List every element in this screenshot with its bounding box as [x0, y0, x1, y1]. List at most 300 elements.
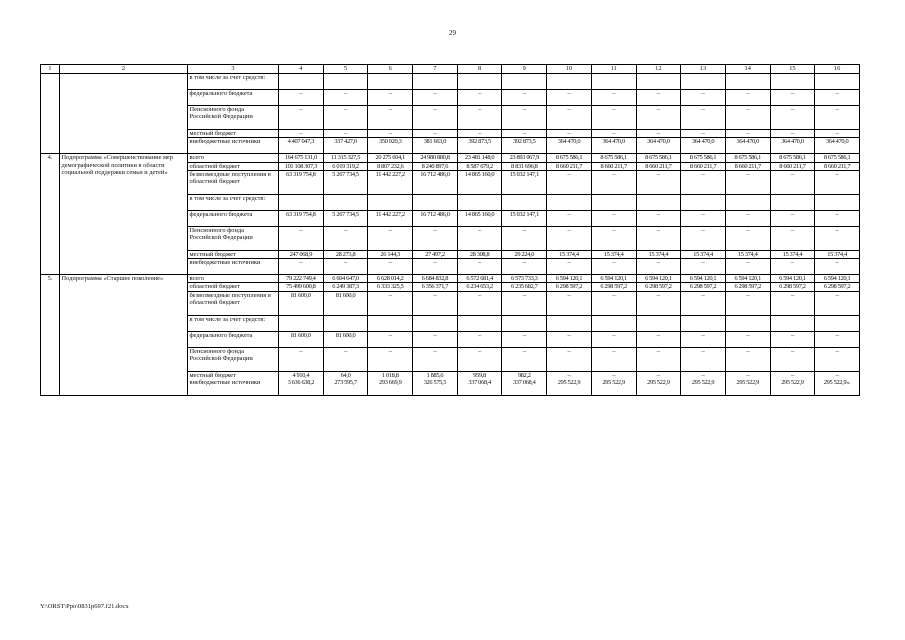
amount-cell: –	[815, 331, 860, 347]
amount-cell: –	[725, 130, 770, 138]
funding-source-label: всего	[188, 275, 279, 283]
amount-cell	[681, 74, 726, 90]
amount-cell: 28 308,8	[457, 250, 502, 258]
amount-cell: –	[725, 170, 770, 194]
amount-cell: –	[457, 226, 502, 250]
amount-cell: 5 267 734,5	[323, 170, 368, 194]
amount-cell: 8 675 586,1	[815, 154, 860, 162]
amount-cell	[368, 194, 413, 210]
amount-cell: 6 684 832,8	[413, 275, 458, 283]
column-number: 2	[60, 65, 188, 74]
amount-cell: –	[815, 226, 860, 250]
amount-cell: –	[368, 259, 413, 275]
amount-cell: 6 298 597,2	[636, 283, 681, 291]
amount-cell	[547, 194, 592, 210]
amount-cell: –	[457, 259, 502, 275]
column-number: 12	[636, 65, 681, 74]
amount-cell: 8 675 586,1	[547, 154, 592, 162]
amount-cell	[547, 315, 592, 331]
amount-cell: –	[725, 90, 770, 106]
amount-cell: –	[413, 90, 458, 106]
amount-cell: 6 298 597,2	[770, 283, 815, 291]
amount-cell: –	[725, 210, 770, 226]
amount-cell: –	[591, 331, 636, 347]
amount-cell: 6 298 597,2	[681, 283, 726, 291]
amount-cell: –	[547, 90, 592, 106]
amount-cell: –	[636, 90, 681, 106]
amount-cell: 8 240 897,6	[413, 162, 458, 170]
amount-cell: 392 873,5	[502, 138, 547, 154]
amount-cell	[770, 74, 815, 90]
amount-cell: 364 470,0	[636, 138, 681, 154]
amount-cell: 81 600,0	[323, 291, 368, 315]
amount-cell: 79 222 749,4	[279, 275, 324, 283]
amount-cell	[591, 74, 636, 90]
amount-cell: 6 298 597,2	[591, 283, 636, 291]
amount-cell: –	[413, 347, 458, 371]
amount-cell: –	[368, 90, 413, 106]
amount-cell: –	[279, 226, 324, 250]
amount-cell: 6 594 120,1	[636, 275, 681, 283]
funding-source-label: местный бюджет внебюджетные источники	[188, 371, 279, 395]
amount-cell	[413, 194, 458, 210]
amount-cell: –	[547, 347, 592, 371]
amount-cell: 81 600,0	[323, 331, 368, 347]
row-number: 5.	[41, 275, 60, 396]
amount-cell: –	[547, 259, 592, 275]
amount-cell	[547, 74, 592, 90]
amount-cell: –	[636, 106, 681, 130]
amount-cell: –	[279, 90, 324, 106]
amount-cell: –	[815, 170, 860, 194]
funding-source-label: Пенсионного фонда Российской Федерации	[188, 106, 279, 130]
column-number: 15	[770, 65, 815, 74]
amount-cell: 350 920,3	[368, 138, 413, 154]
amount-cell: –	[413, 106, 458, 130]
amount-cell: – 295 522,9	[547, 371, 592, 395]
amount-cell	[279, 315, 324, 331]
amount-cell	[815, 315, 860, 331]
amount-cell: –	[591, 106, 636, 130]
amount-cell: 8 660 211,7	[636, 162, 681, 170]
table-body	[41, 65, 860, 396]
amount-cell	[323, 315, 368, 331]
amount-cell: –	[279, 130, 324, 138]
amount-cell: 23 481 148,0	[457, 154, 502, 162]
amount-cell: 15 032 147,1	[502, 210, 547, 226]
amount-cell: 6 249 387,3	[323, 283, 368, 291]
amount-cell: –	[323, 130, 368, 138]
amount-cell: 364 470,0	[725, 138, 770, 154]
amount-cell: –	[636, 210, 681, 226]
funding-source-label: федерального бюджета	[188, 331, 279, 347]
row-number	[41, 74, 60, 154]
amount-cell	[413, 74, 458, 90]
amount-cell: –	[502, 331, 547, 347]
amount-cell: 15 374,4	[681, 250, 726, 258]
amount-cell: –	[547, 210, 592, 226]
column-number-row	[41, 65, 860, 74]
amount-cell: 28 273,8	[323, 250, 368, 258]
amount-cell: –	[636, 259, 681, 275]
amount-cell: –	[591, 259, 636, 275]
amount-cell: –	[681, 331, 726, 347]
amount-cell: 8 675 586,1	[725, 154, 770, 162]
amount-cell: 6 298 597,2	[815, 283, 860, 291]
table-row	[41, 275, 860, 283]
column-number: 1	[41, 65, 60, 74]
amount-cell	[770, 315, 815, 331]
amount-cell: 81 600,0	[279, 331, 324, 347]
amount-cell: 364 470,0	[547, 138, 592, 154]
amount-cell: –	[636, 347, 681, 371]
amount-cell: –	[368, 331, 413, 347]
amount-cell: 8 587 679,2	[457, 162, 502, 170]
amount-cell: 8 660 211,7	[681, 162, 726, 170]
amount-cell: – 295 522,9	[681, 371, 726, 395]
column-number: 5	[323, 65, 368, 74]
amount-cell: –	[457, 347, 502, 371]
amount-cell	[770, 194, 815, 210]
amount-cell	[502, 315, 547, 331]
column-number: 11	[591, 65, 636, 74]
amount-cell: 5 267 734,5	[323, 210, 368, 226]
amount-cell: 14 865 160,0	[457, 170, 502, 194]
amount-cell: –	[636, 226, 681, 250]
amount-cell: 381 663,0	[413, 138, 458, 154]
amount-cell: 8 675 586,1	[591, 154, 636, 162]
amount-cell: –	[323, 226, 368, 250]
amount-cell: –	[457, 331, 502, 347]
amount-cell: 15 032 147,1	[502, 170, 547, 194]
amount-cell	[636, 315, 681, 331]
amount-cell: –	[770, 226, 815, 250]
amount-cell: 364 470,0	[815, 138, 860, 154]
amount-cell: – 295 522,9	[591, 371, 636, 395]
amount-cell: 15 374,4	[591, 250, 636, 258]
amount-cell: –	[770, 210, 815, 226]
amount-cell: 8 660 211,7	[591, 162, 636, 170]
subprogram-name: Подпрограмма «Совершенствование мер демографической политики в области социальной поддержки семьи и детей»	[60, 154, 188, 275]
amount-cell: 8 675 586,1	[636, 154, 681, 162]
amount-cell: –	[681, 106, 726, 130]
amount-cell: –	[547, 226, 592, 250]
column-number: 8	[457, 65, 502, 74]
amount-cell	[368, 315, 413, 331]
column-number: 6	[368, 65, 413, 74]
amount-cell: –	[413, 130, 458, 138]
amount-cell: –	[502, 90, 547, 106]
amount-cell: –	[413, 259, 458, 275]
amount-cell	[279, 74, 324, 90]
amount-cell: – 295 522,9	[636, 371, 681, 395]
amount-cell: 364 470,0	[591, 138, 636, 154]
amount-cell: 101 108 307,3	[279, 162, 324, 170]
funding-source-label: федерального бюджета	[188, 210, 279, 226]
amount-cell: 15 374,4	[815, 250, 860, 258]
amount-cell	[681, 315, 726, 331]
table-row	[41, 154, 860, 162]
funding-source-label: в том числе за счет средств:	[188, 315, 279, 331]
amount-cell: –	[770, 170, 815, 194]
amount-cell: 6 235 682,7	[502, 283, 547, 291]
amount-cell	[636, 74, 681, 90]
amount-cell: –	[279, 347, 324, 371]
subprogram-name	[60, 74, 188, 154]
amount-cell: –	[547, 331, 592, 347]
amount-cell	[457, 194, 502, 210]
amount-cell: –	[323, 106, 368, 130]
amount-cell: –	[323, 90, 368, 106]
budget-table	[40, 64, 860, 396]
amount-cell: –	[323, 259, 368, 275]
amount-cell: 11 442 227,2	[368, 170, 413, 194]
amount-cell: –	[681, 226, 726, 250]
amount-cell: –	[681, 170, 726, 194]
amount-cell: –	[591, 170, 636, 194]
amount-cell: –	[636, 291, 681, 315]
amount-cell	[815, 74, 860, 90]
amount-cell: –	[591, 210, 636, 226]
amount-cell: 6 594 120,1	[591, 275, 636, 283]
amount-cell: 8 807 232,6	[368, 162, 413, 170]
amount-cell: –	[591, 291, 636, 315]
amount-cell: –	[502, 259, 547, 275]
amount-cell: 6 572 681,4	[457, 275, 502, 283]
funding-source-label: областной бюджет	[188, 283, 279, 291]
amount-cell: –	[770, 130, 815, 138]
amount-cell: 337 427,0	[323, 138, 368, 154]
amount-cell: –	[279, 259, 324, 275]
amount-cell	[323, 194, 368, 210]
amount-cell: –	[681, 347, 726, 371]
amount-cell: 6 298 597,2	[725, 283, 770, 291]
funding-source-label: областной бюджет	[188, 162, 279, 170]
amount-cell: 4 407 047,3	[279, 138, 324, 154]
amount-cell: 16 712 486,0	[413, 210, 458, 226]
amount-cell	[279, 194, 324, 210]
amount-cell: 364 470,0	[770, 138, 815, 154]
amount-cell: 16 712 486,0	[413, 170, 458, 194]
amount-cell	[591, 194, 636, 210]
amount-cell: –	[413, 331, 458, 347]
amount-cell: –	[457, 106, 502, 130]
amount-cell: – 295 522,9	[770, 371, 815, 395]
funding-source-label: в том числе за счет средств:	[188, 194, 279, 210]
amount-cell: –	[457, 90, 502, 106]
amount-cell: –	[502, 291, 547, 315]
amount-cell: –	[502, 130, 547, 138]
amount-cell: –	[725, 226, 770, 250]
amount-cell: – 295 522,9	[725, 371, 770, 395]
amount-cell: 982,2 337 068,4	[502, 371, 547, 395]
amount-cell: 6 333 325,5	[368, 283, 413, 291]
amount-cell: –	[413, 291, 458, 315]
amount-cell: –	[413, 226, 458, 250]
column-number: 9	[502, 65, 547, 74]
amount-cell: –	[725, 347, 770, 371]
amount-cell: –	[502, 347, 547, 371]
amount-cell: 14 865 160,0	[457, 210, 502, 226]
amount-cell: –	[815, 259, 860, 275]
amount-cell: 8 660 211,7	[770, 162, 815, 170]
amount-cell: –	[636, 331, 681, 347]
amount-cell	[457, 74, 502, 90]
amount-cell: 11 315 327,5	[323, 154, 368, 162]
funding-source-label: безвозмездные поступления в областной бюджет	[188, 291, 279, 315]
amount-cell: –	[725, 106, 770, 130]
amount-cell	[368, 74, 413, 90]
funding-source-label: местный бюджет	[188, 130, 279, 138]
amount-cell: 392 873,5	[457, 138, 502, 154]
amount-cell: –	[457, 291, 502, 315]
amount-cell: –	[591, 90, 636, 106]
amount-cell: –	[323, 347, 368, 371]
column-number: 16	[815, 65, 860, 74]
amount-cell	[323, 74, 368, 90]
amount-cell: 8 675 586,1	[770, 154, 815, 162]
amount-cell	[725, 315, 770, 331]
amount-cell: –	[681, 90, 726, 106]
amount-cell: 8 831 696,8	[502, 162, 547, 170]
amount-cell: –	[815, 347, 860, 371]
amount-cell: –	[279, 106, 324, 130]
amount-cell: 11 442 227,2	[368, 210, 413, 226]
amount-cell: –	[770, 106, 815, 130]
funding-source-label: Пенсионного фонда Российской Федерации	[188, 347, 279, 371]
funding-source-label: внебюджетные источники	[188, 259, 279, 275]
amount-cell: 364 470,0	[681, 138, 726, 154]
amount-cell: 29 224,0	[502, 250, 547, 258]
amount-cell: 6 019 319,2	[323, 162, 368, 170]
amount-cell: 23 893 067,9	[502, 154, 547, 162]
amount-cell: 15 374,4	[547, 250, 592, 258]
amount-cell: 75 499 600,8	[279, 283, 324, 291]
funding-source-label: Пенсионного фонда Российской Федерации	[188, 226, 279, 250]
amount-cell: 6 594 120,1	[547, 275, 592, 283]
funding-source-label: местный бюджет	[188, 250, 279, 258]
amount-cell: –	[547, 130, 592, 138]
amount-cell: – 295 522,9».	[815, 371, 860, 395]
amount-cell: –	[502, 106, 547, 130]
amount-cell: 6 628 014,2	[368, 275, 413, 283]
amount-cell	[502, 194, 547, 210]
column-number: 4	[279, 65, 324, 74]
amount-cell: –	[815, 90, 860, 106]
amount-cell: –	[368, 347, 413, 371]
amount-cell: –	[368, 226, 413, 250]
amount-cell: –	[681, 210, 726, 226]
funding-source-label: безвозмездные поступления в областной бюджет	[188, 170, 279, 194]
amount-cell: –	[681, 259, 726, 275]
amount-cell: 15 374,4	[770, 250, 815, 258]
funding-source-label: федерального бюджета	[188, 90, 279, 106]
amount-cell: 15 374,4	[636, 250, 681, 258]
amount-cell: –	[591, 226, 636, 250]
amount-cell: 15 374,4	[725, 250, 770, 258]
amount-cell: –	[368, 291, 413, 315]
amount-cell: 6 356 371,7	[413, 283, 458, 291]
amount-cell	[681, 194, 726, 210]
amount-cell: –	[770, 291, 815, 315]
amount-cell: –	[547, 170, 592, 194]
amount-cell: –	[815, 210, 860, 226]
funding-source-label: в том числе за счет средств:	[188, 74, 279, 90]
table-row	[41, 74, 860, 90]
amount-cell	[636, 194, 681, 210]
amount-cell: –	[547, 106, 592, 130]
amount-cell: 63 319 754,8	[279, 170, 324, 194]
column-number: 13	[681, 65, 726, 74]
amount-cell	[725, 194, 770, 210]
amount-cell	[502, 74, 547, 90]
amount-cell: 1 885,6 326 575,5	[413, 371, 458, 395]
amount-cell	[815, 194, 860, 210]
funding-source-label: внебюджетные источники	[188, 138, 279, 154]
amount-cell: 8 660 211,7	[547, 162, 592, 170]
amount-cell: 64,0 273 595,7	[323, 371, 368, 395]
amount-cell: 6 594 120,1	[815, 275, 860, 283]
amount-cell: –	[815, 106, 860, 130]
column-number: 14	[725, 65, 770, 74]
amount-cell: –	[636, 170, 681, 194]
amount-cell: 20 275 604,1	[368, 154, 413, 162]
amount-cell: –	[770, 331, 815, 347]
amount-cell: –	[770, 347, 815, 371]
column-number: 3	[188, 65, 279, 74]
page-number: 29	[449, 29, 456, 37]
amount-cell	[457, 315, 502, 331]
amount-cell: 81 600,0	[279, 291, 324, 315]
amount-cell: –	[368, 130, 413, 138]
amount-cell: 26 144,3	[368, 250, 413, 258]
amount-cell: –	[815, 130, 860, 138]
amount-cell: –	[681, 130, 726, 138]
amount-cell: 6 298 597,2	[547, 283, 592, 291]
amount-cell: 959,8 337 068,4	[457, 371, 502, 395]
amount-cell	[725, 74, 770, 90]
column-number: 10	[547, 65, 592, 74]
amount-cell: –	[591, 347, 636, 371]
subprogram-name: Подпрограмма «Старшее поколение»	[60, 275, 188, 396]
amount-cell: –	[725, 291, 770, 315]
amount-cell	[413, 315, 458, 331]
amount-cell: 8 675 586,1	[681, 154, 726, 162]
amount-cell: 6 234 653,2	[457, 283, 502, 291]
amount-cell: –	[502, 226, 547, 250]
amount-cell: –	[591, 130, 636, 138]
amount-cell: 164 675 131,0	[279, 154, 324, 162]
column-number: 7	[413, 65, 458, 74]
amount-cell: –	[368, 106, 413, 130]
amount-cell: 6 573 733,3	[502, 275, 547, 283]
amount-cell: –	[815, 291, 860, 315]
amount-cell: 6 594 120,1	[681, 275, 726, 283]
amount-cell: –	[681, 291, 726, 315]
amount-cell: –	[725, 331, 770, 347]
amount-cell: 6 594 120,1	[770, 275, 815, 283]
amount-cell: 8 660 211,7	[725, 162, 770, 170]
amount-cell: –	[725, 259, 770, 275]
funding-source-label: всего	[188, 154, 279, 162]
row-number: 4.	[41, 154, 60, 275]
amount-cell: –	[547, 291, 592, 315]
amount-cell: 24 980 880,8	[413, 154, 458, 162]
amount-cell: 1 018,8 293 669,9	[368, 371, 413, 395]
file-path-footer: Y:\ORST\Ppo\0831p697.f21.docx	[40, 603, 129, 610]
amount-cell: –	[636, 130, 681, 138]
amount-cell: 63 319 754,8	[279, 210, 324, 226]
